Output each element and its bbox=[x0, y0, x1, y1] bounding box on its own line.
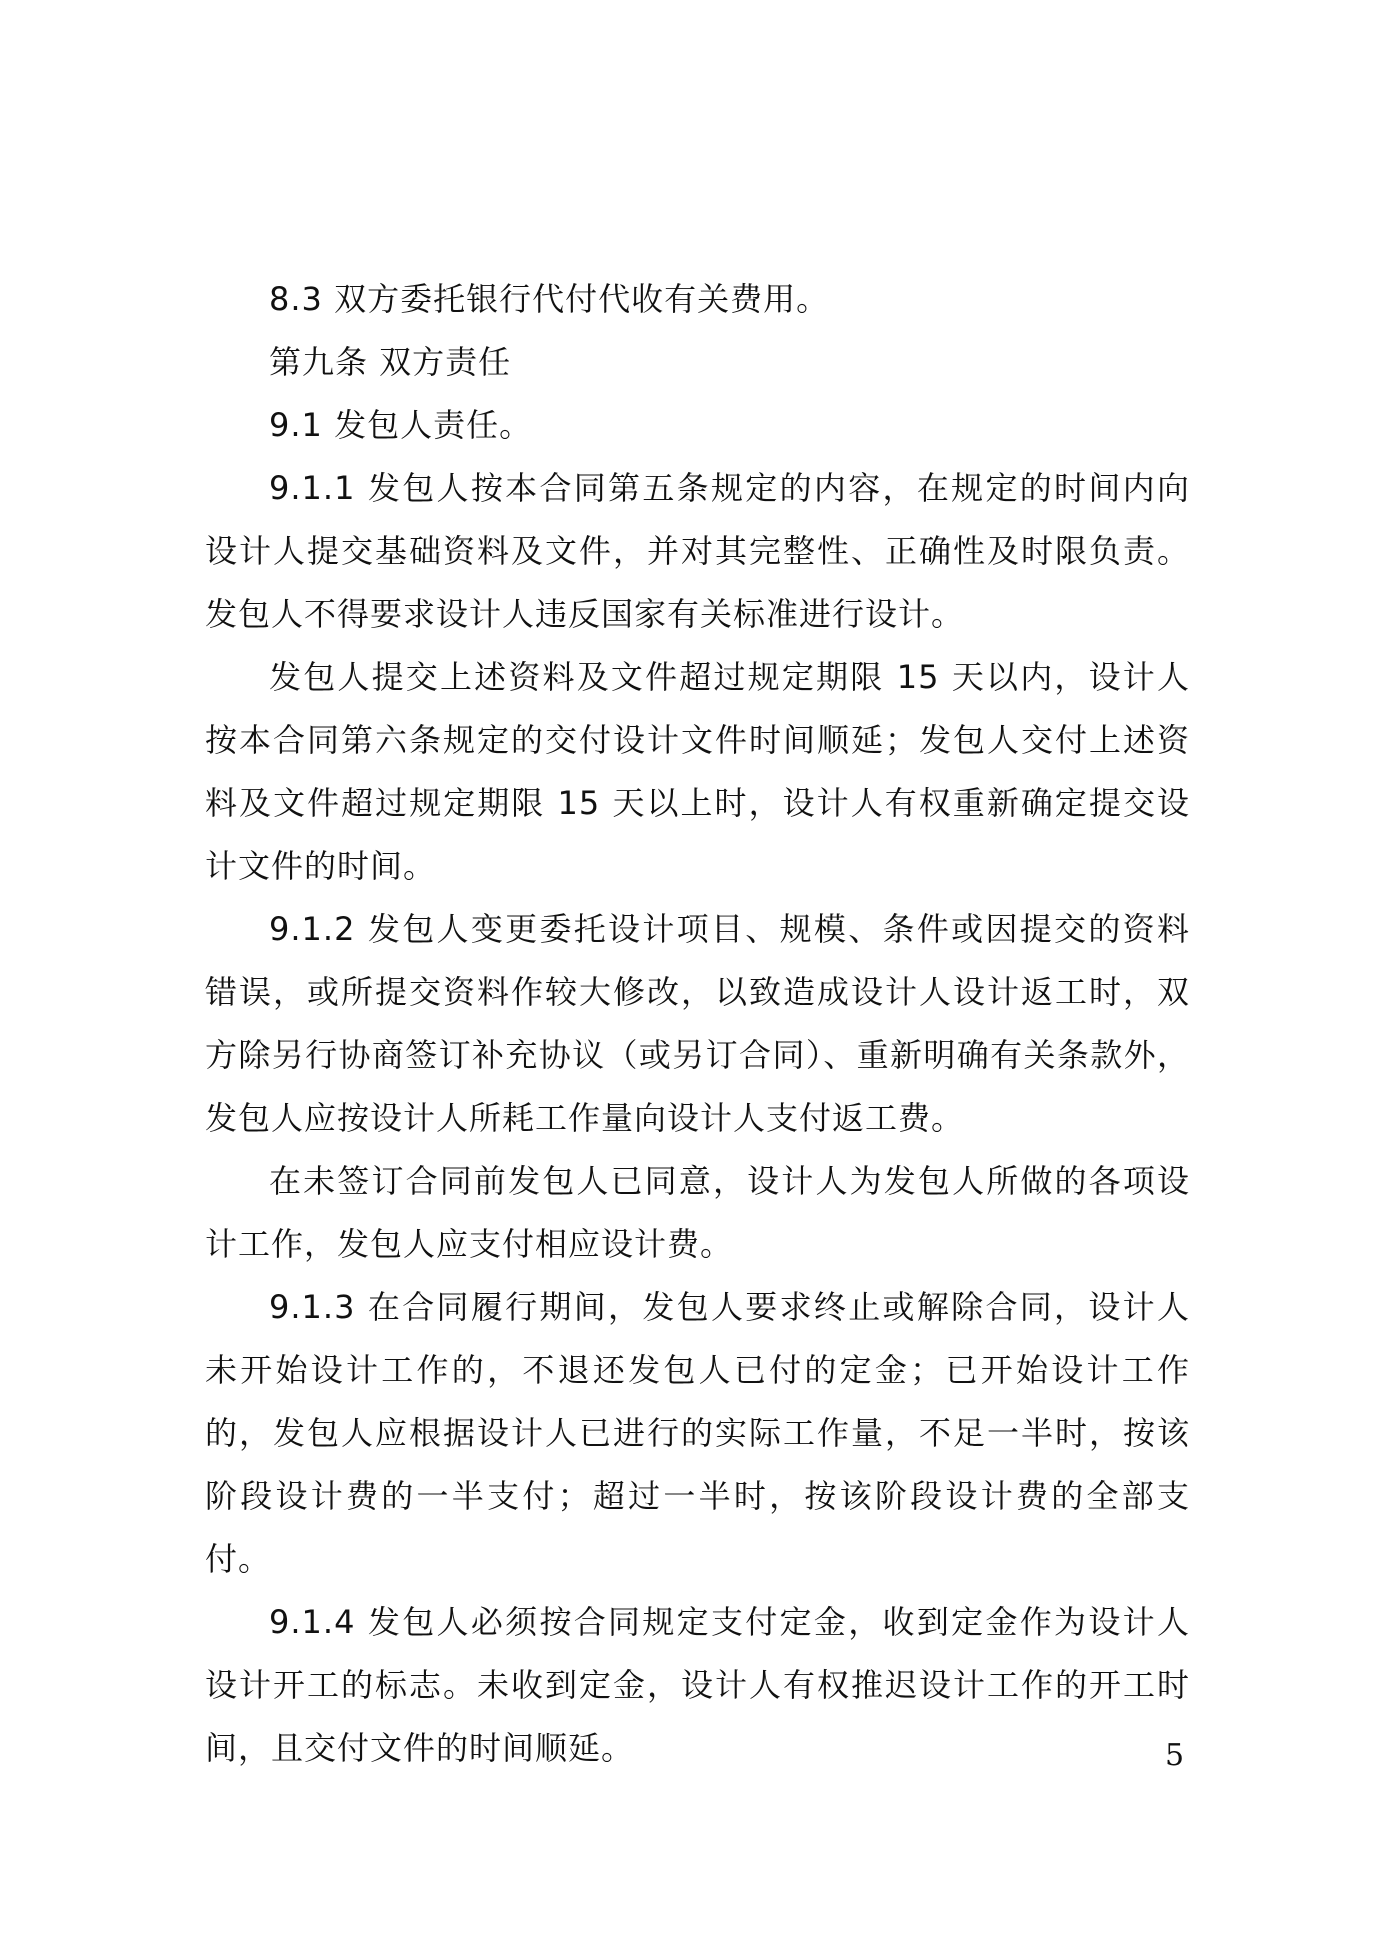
clause-9-1-2-continued: 在未签订合同前发包人已同意，设计人为发包人所做的各项设计工作，发包人应支付相应设计费。 bbox=[205, 1162, 1190, 1263]
clause-9-1-4: 9.1.4 发包人必须按合同规定支付定金，收到定金作为设计人设计开工的标志。未收到定金，设计人有权推迟设计工作的开工时间，且交付文件的时间顺延。 bbox=[205, 1603, 1190, 1767]
clause-8-3: 8.3 双方委托银行代付代收有关费用。 bbox=[269, 280, 830, 318]
clause-9-1: 9.1 发包人责任。 bbox=[269, 406, 533, 444]
page-content bbox=[205, 268, 1190, 1780]
page-number: 5 bbox=[1165, 1738, 1185, 1773]
clause-9-1-3: 9.1.3 在合同履行期间，发包人要求终止或解除合同，设计人未开始设计工作的，不退还发包人已付的定金；已开始设计工作的，发包人应根据设计人已进行的实际工作量，不足一半时，按该阶段设计费的一半支付；超过一半时，按该阶段设计费的全部支付。 bbox=[205, 1288, 1190, 1578]
clause-9-1-2: 9.1.2 发包人变更委托设计项目、规模、条件或因提交的资料错误，或所提交资料作较大修改，以致造成设计人设计返工时，双方除另行协商签订补充协议（或另订合同）、重新明确有关条款外，发包人应按设计人所耗工作量向设计人支付返工费。 bbox=[205, 910, 1190, 1137]
article-9-heading: 第九条 双方责任 bbox=[269, 343, 512, 381]
clause-9-1-1: 9.1.1 发包人按本合同第五条规定的内容，在规定的时间内向设计人提交基础资料及文件，并对其完整性、正确性及时限负责。发包人不得要求设计人违反国家有关标准进行设计。 bbox=[205, 469, 1190, 633]
clause-9-1-1-continued: 发包人提交上述资料及文件超过规定期限 15 天以内，设计人按本合同第六条规定的交付设计文件时间顺延；发包人交付上述资料及文件超过规定期限 15 天以上时，设计人有权重新确定提交设计文件的时间。 bbox=[205, 658, 1190, 885]
